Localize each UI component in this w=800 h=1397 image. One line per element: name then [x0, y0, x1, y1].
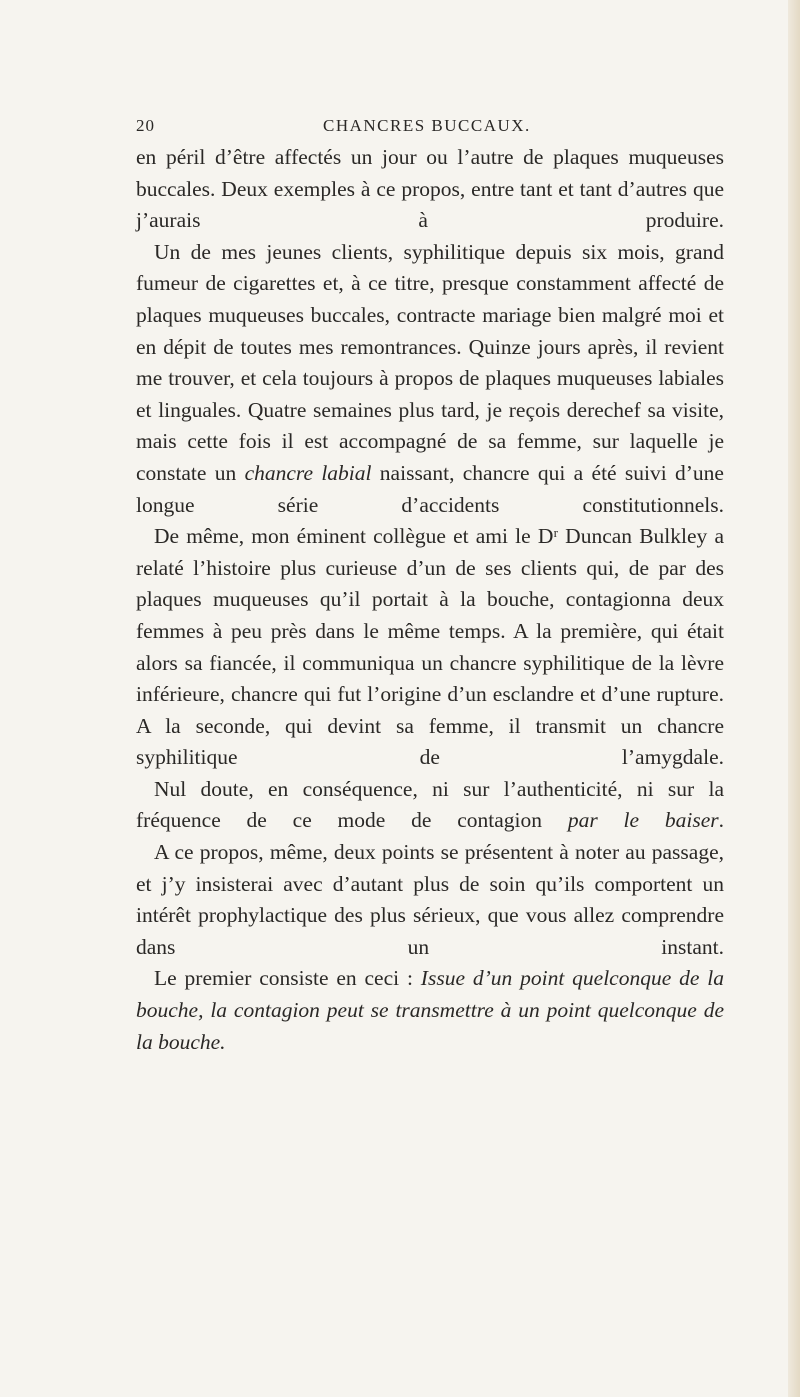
paragraph	[136, 521, 724, 774]
text-run: naissant, chancre qui a été suivi d’une longue série d’accidents constitutionnels.	[136, 460, 724, 517]
text-run: Le premier consiste en ceci :	[154, 966, 421, 991]
paragraph	[136, 963, 724, 1058]
text-run: A ce propos, même, deux points se présentent à noter au passage, et j’y insisterai avec d’autant plus de soin qu’ils comportent un intérêt prophylactique des plus sérieux, que vous allez comprendre dans un instant.	[136, 840, 724, 959]
italic-text-run: chancre labial	[244, 460, 372, 485]
paragraph	[136, 837, 724, 963]
text-run: Un de mes jeunes clients, syphilitique depuis six mois, grand fumeur de cigarettes et, à ce titre, presque constamment affecté de plaques muqueuses buccales, contracte mariage bien malgré moi et en dépit de toutes mes remontrances. Quinze jours après, il revient me trouver, et cela toujours à propos de plaques muqueuses labiales et linguales. Quatre semaines plus tard, je reçois derechef sa visite, mais cette fois il est accompagné de sa femme, sur laquelle je constate un	[136, 239, 724, 485]
paragraph	[136, 774, 724, 837]
text-run: Nul doute, en conséquence, ni sur l’authenticité, ni sur la fréquence de ce mode de contagion	[136, 776, 724, 833]
text-run: .	[718, 808, 724, 833]
running-head	[136, 116, 696, 138]
page-number: 20	[136, 116, 155, 135]
running-title: CHANCRES BUCCAUX.	[323, 116, 531, 135]
paragraph	[136, 142, 724, 237]
italic-text-run: Issue d’un point quelconque de la bouche, la contagion peut se transmettre à un point quelconque de la bouche.	[136, 966, 724, 1054]
text-run: De même, mon éminent collègue et ami le Dʳ Duncan Bulkley a relaté l’histoire plus curieuse d’un de ses clients qui, de par des plaques muqueuses qu’il portait à la bouche, contagionna deux femmes à peu près dans le même temps. A la première, qui était alors sa fiancée, il communiqua un chancre syphilitique de la lèvre inférieure, chancre qui fut l’origine d’un esclandre et d’une rupture. A la seconde, qui devint sa femme, il transmit un chancre syphilitique de l’amygdale.	[136, 524, 724, 770]
paragraph	[136, 237, 724, 521]
text-run: en péril d’être affectés un jour ou l’autre de plaques muqueuses buccales. Deux exemples à ce propos, entre tant et tant d’autres que j’aurais à produire.	[136, 145, 724, 233]
body-text	[136, 142, 724, 1058]
italic-text-run: par le baiser	[567, 808, 719, 833]
